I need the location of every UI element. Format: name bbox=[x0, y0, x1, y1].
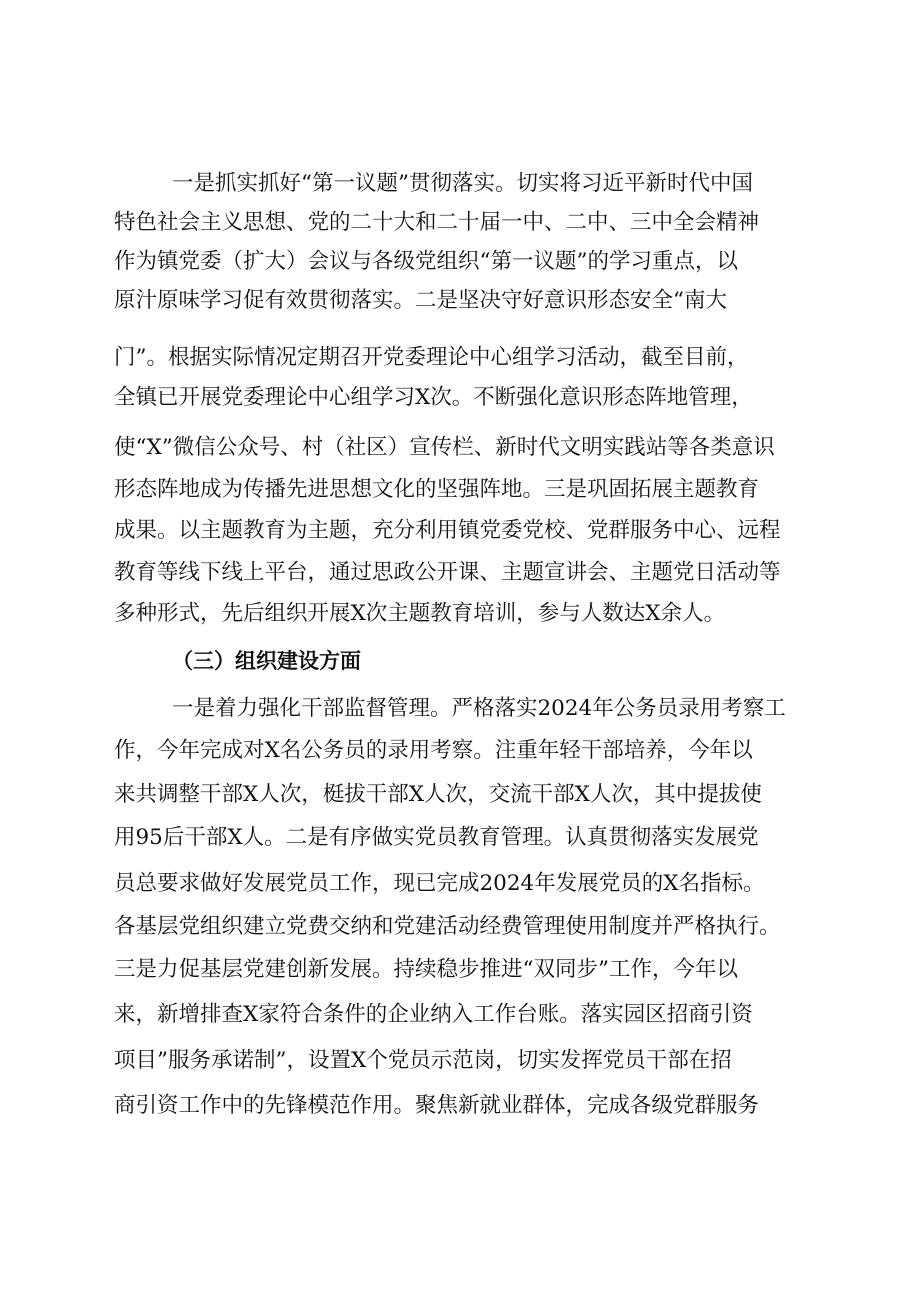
paragraph-line: 全镇已开展党委理论中心组学习X次。不断强化意识形态阵地管理， bbox=[114, 385, 753, 410]
paragraph-line: 员总要求做好发展党员工作，现已完成2024年发展党员的X名指标。 bbox=[114, 871, 765, 896]
paragraph-line: 教育等线下线上平台，通过思政公开课、主题宣讲会、主题党日活动等 bbox=[114, 560, 781, 585]
paragraph-line: 一是着力强化干部监督管理。严格落实2024年公务员录用考察工 bbox=[172, 696, 786, 721]
paragraph-line: 商引资工作中的先锋模范作用。聚焦新就业群体，完成各级党群服务 bbox=[114, 1093, 760, 1118]
paragraph-line: 成果。以主题教育为主题，充分利用镇党委党校、党群服务中心、远程 bbox=[114, 518, 781, 543]
paragraph-line: 多种形式，先后组织开展X次主题教育培训，参与人数达X余人。 bbox=[114, 601, 726, 626]
paragraph-line: 使“X”微信公众号、村（社区）宣传栏、新时代文明实践站等各类意识 bbox=[114, 435, 775, 460]
paragraph-line: 项目”服务承诺制”，设置X个党员示范岗，切实发挥党员干部在招 bbox=[114, 1048, 732, 1073]
paragraph-line: 作，今年完成对X名公务员的录用考察。注重年轻干部培养，今年以 bbox=[114, 738, 753, 763]
paragraph-line: 三是力促基层党建创新发展。持续稳步推进“双同步”工作，今年以 bbox=[114, 957, 738, 982]
paragraph-line: 来，新增排查X家符合条件的企业纳入工作台账。落实园区招商引资 bbox=[114, 1002, 753, 1027]
paragraph-line: 特色社会主义思想、党的二十大和二十届一中、二中、三中全会精神 bbox=[114, 210, 760, 235]
paragraph-line: 各基层党组织建立党费交纳和党建活动经费管理使用制度并严格执行。 bbox=[114, 914, 781, 939]
paragraph-line: 形态阵地成为传播先进思想文化的坚强阵地。三是巩固拓展主题教育 bbox=[114, 477, 760, 502]
paragraph-line: 作为镇党委（扩大）会议与各级党组织“第一议题”的学习重点，以 bbox=[114, 249, 738, 274]
paragraph-line: 一是抓实抓好“第一议题”贯彻落实。切实将习近平新时代中国 bbox=[172, 171, 753, 196]
paragraph-line: 门”。根据实际情况定期召开党委理论中心组学习活动，截至目前， bbox=[114, 345, 749, 370]
paragraph-line: 原汁原味学习促有效贯彻落实。二是坚决守好意识形态安全“南大 bbox=[114, 288, 727, 313]
paragraph-line: 来共调整干部X人次，梃拔干部X人次，交流干部X人次，其中提拔使 bbox=[114, 782, 762, 807]
section-heading: （三）组织建设方面 bbox=[172, 649, 361, 673]
paragraph-line: 用95后干部X人。二是有序做实党员教育管理。认真贯彻落实发展党 bbox=[114, 825, 759, 850]
